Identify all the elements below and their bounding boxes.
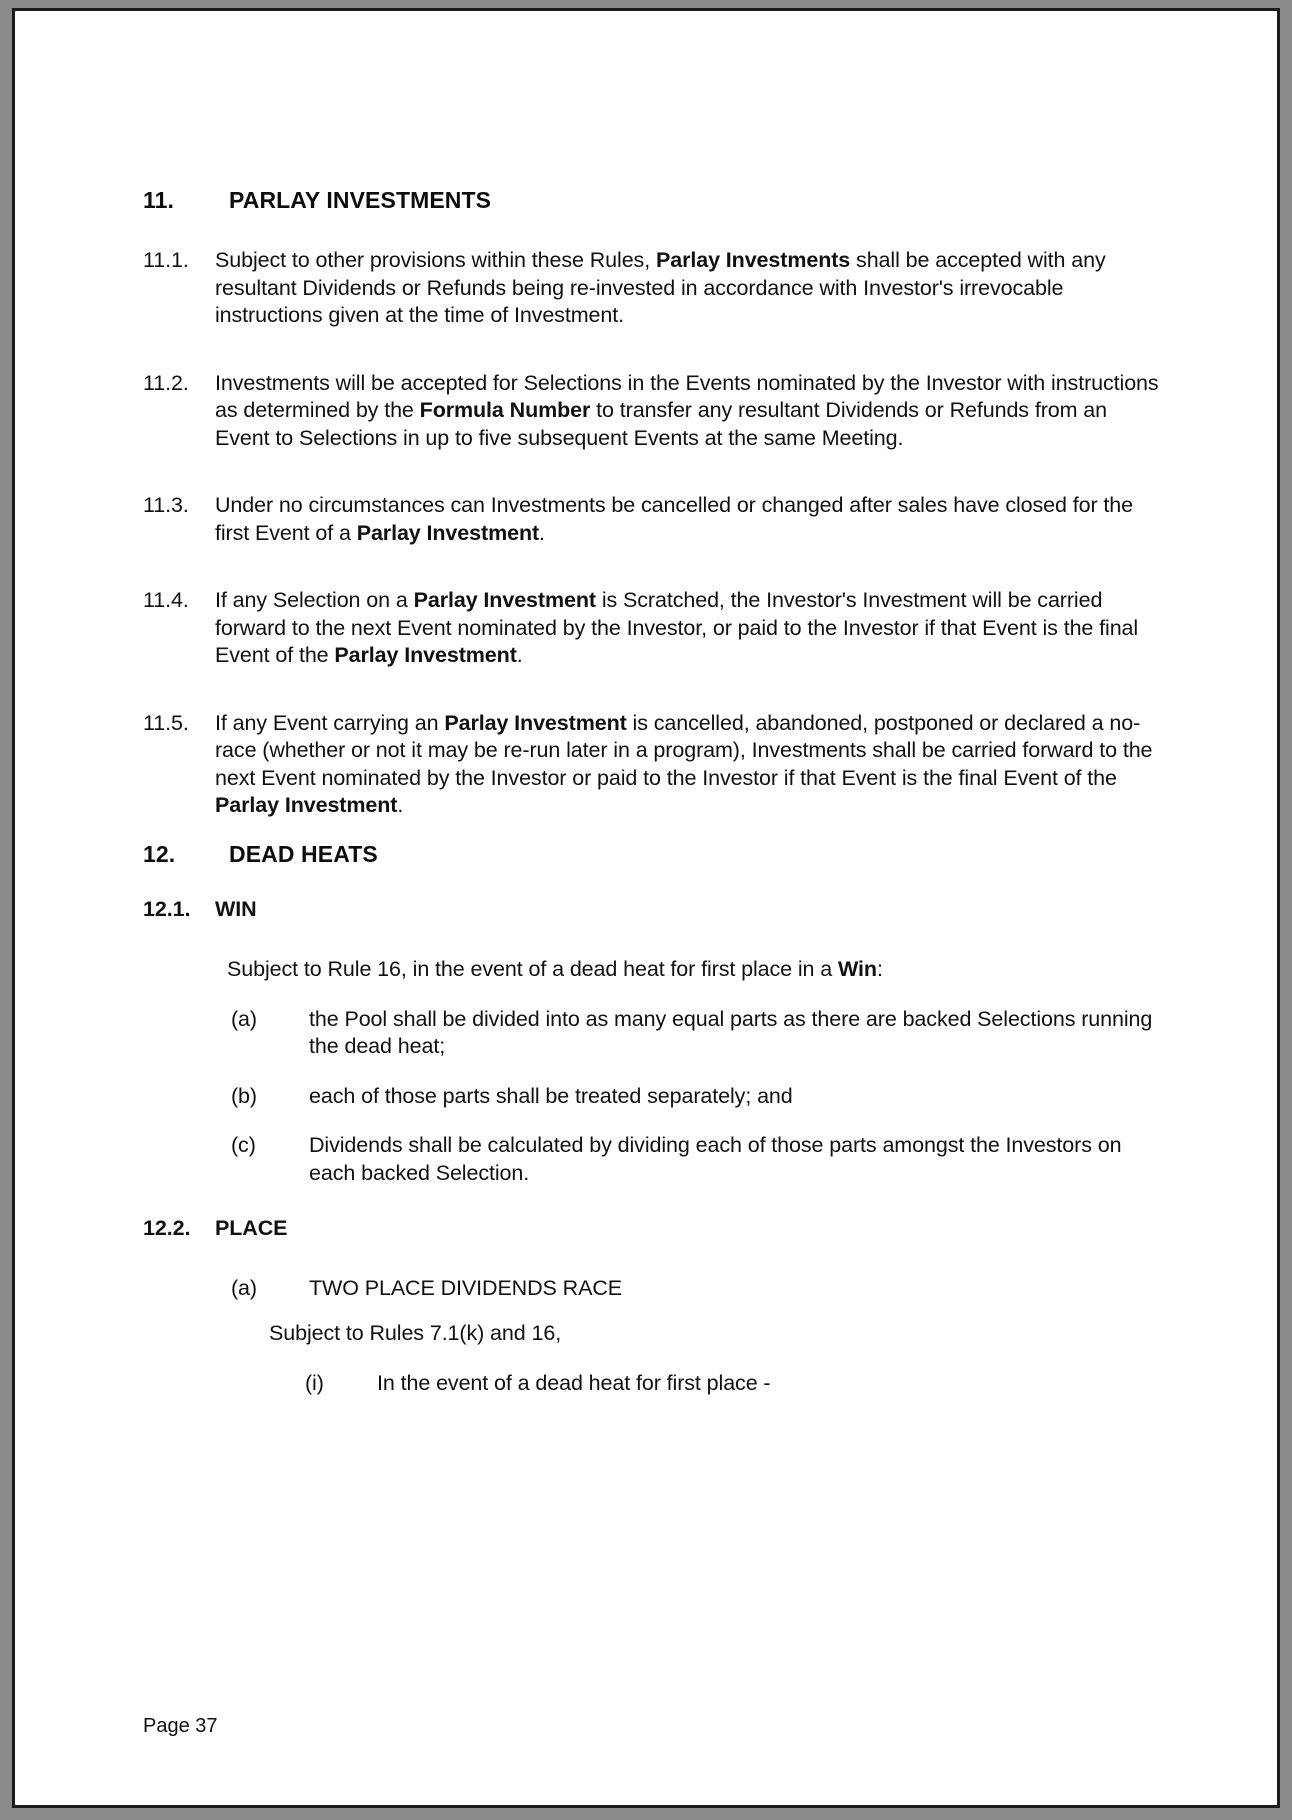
- page-content: [15, 11, 1277, 1397]
- clause-number-11-2: 11.2.: [143, 370, 189, 395]
- spacer: [143, 923, 1165, 956]
- clause-body-11-1: Subject to other provisions within these Rules, Parlay Investments shall be accepted with any resultant Dividends or Refunds being re-invested in accordance with Investor's irrevocable instructions given at the time of Investment.: [215, 248, 1106, 327]
- section-heading-12: [143, 840, 1165, 868]
- clause-11-5: [143, 710, 1165, 820]
- spacer: [143, 330, 1165, 370]
- list-marker-12-2-a-i: (i): [305, 1370, 324, 1395]
- spacer: [143, 547, 1165, 587]
- list-text-b: each of those parts shall be treated separately; and: [309, 1083, 793, 1108]
- list-marker-a: (a): [231, 1006, 257, 1031]
- spacer: [143, 820, 1165, 840]
- clause-11-1: [143, 247, 1165, 330]
- clause-number-12-1: 12.1.: [143, 896, 191, 921]
- clause-11-3: [143, 492, 1165, 547]
- clause-12-2-heading: [143, 1215, 1165, 1243]
- subject-rules-text: Subject to Rules 7.1(k) and 16,: [269, 1321, 562, 1345]
- section-heading-11: [143, 186, 1165, 214]
- clause-11-2: [143, 370, 1165, 453]
- list-marker-b: (b): [231, 1083, 257, 1108]
- spacer: [143, 1110, 1165, 1132]
- section-title-11: PARLAY INVESTMENTS: [229, 187, 492, 213]
- list-item: [231, 1006, 1165, 1061]
- clause-11-4: [143, 587, 1165, 670]
- clause-body-11-2: Investments will be accepted for Selections in the Events nominated by the Investor with instructions as determined by the Formula Number to transfer any resultant Dividends or Refunds from an Event to Selections in up to five subsequent Events at the same Meeting.: [215, 370, 1159, 450]
- spacer: [143, 1187, 1165, 1215]
- spacer: [143, 1302, 1165, 1320]
- list-marker-c: (c): [231, 1133, 256, 1157]
- section-number-12: 12.: [143, 840, 176, 867]
- spacer: [143, 984, 1165, 1006]
- clause-body-11-3: Under no circumstances can Investments be cancelled or changed after sales have closed for the first Event of a Parlay Investment.: [215, 493, 1133, 545]
- clause-number-11-5: 11.5.: [143, 710, 189, 735]
- clause-12-1-heading: [143, 896, 1165, 924]
- clause-body-11-4: If any Selection on a Parlay Investment is Scratched, the Investor's Investment will be carried forward to the next Event nominated by the Investor, or paid to the Investor if that Event is the final Event of the Parlay Investment.: [215, 588, 1139, 667]
- spacer: [143, 214, 1165, 247]
- spacer: [143, 1061, 1165, 1083]
- document-page: [12, 8, 1280, 1808]
- list-text-a: the Pool shall be divided into as many equal parts as there are backed Selections running the dead heat;: [309, 1006, 1153, 1058]
- clause-body-11-5: If any Event carrying an Parlay Investment is cancelled, abandoned, postponed or declared a no-race (whether or not it may be re-run later in a program), Investments shall be carried forward to the next Event nominated by the Investor or paid to the Investor if that Event is the final Event of the Parlay Investment.: [215, 710, 1153, 817]
- list-text-c: Dividends shall be calculated by dividing each of those parts amongst the Investors on each backed Selection.: [309, 1133, 1122, 1185]
- clause-number-12-2: 12.2.: [143, 1216, 191, 1240]
- section-number-11: 11.: [143, 187, 175, 213]
- clause-title-12-2: PLACE: [215, 1216, 288, 1240]
- spacer: [143, 1243, 1165, 1275]
- clause-number-11-3: 11.3.: [143, 493, 189, 517]
- spacer: [143, 868, 1165, 896]
- clause-title-12-1: WIN: [215, 896, 257, 921]
- clause-number-11-1: 11.1.: [143, 248, 189, 272]
- page-footer: Page 37: [143, 1715, 218, 1737]
- list-item: [305, 1370, 1165, 1398]
- list-text-12-2-a-i: In the event of a dead heat for first place -: [377, 1370, 771, 1395]
- list-item: [231, 1132, 1165, 1187]
- section-title-12: DEAD HEATS: [229, 840, 378, 867]
- list-item: [231, 1275, 1165, 1303]
- list-text-12-2-a: TWO PLACE DIVIDENDS RACE: [309, 1275, 622, 1300]
- spacer: [143, 670, 1165, 710]
- spacer: [143, 1348, 1165, 1370]
- list-item: [231, 1083, 1165, 1111]
- clause-12-1-lead: Subject to Rule 16, in the event of a dead heat for first place in a Win:: [227, 957, 883, 981]
- spacer: [143, 452, 1165, 492]
- clause-number-11-4: 11.4.: [143, 588, 189, 612]
- list-marker-12-2-a: (a): [231, 1275, 257, 1300]
